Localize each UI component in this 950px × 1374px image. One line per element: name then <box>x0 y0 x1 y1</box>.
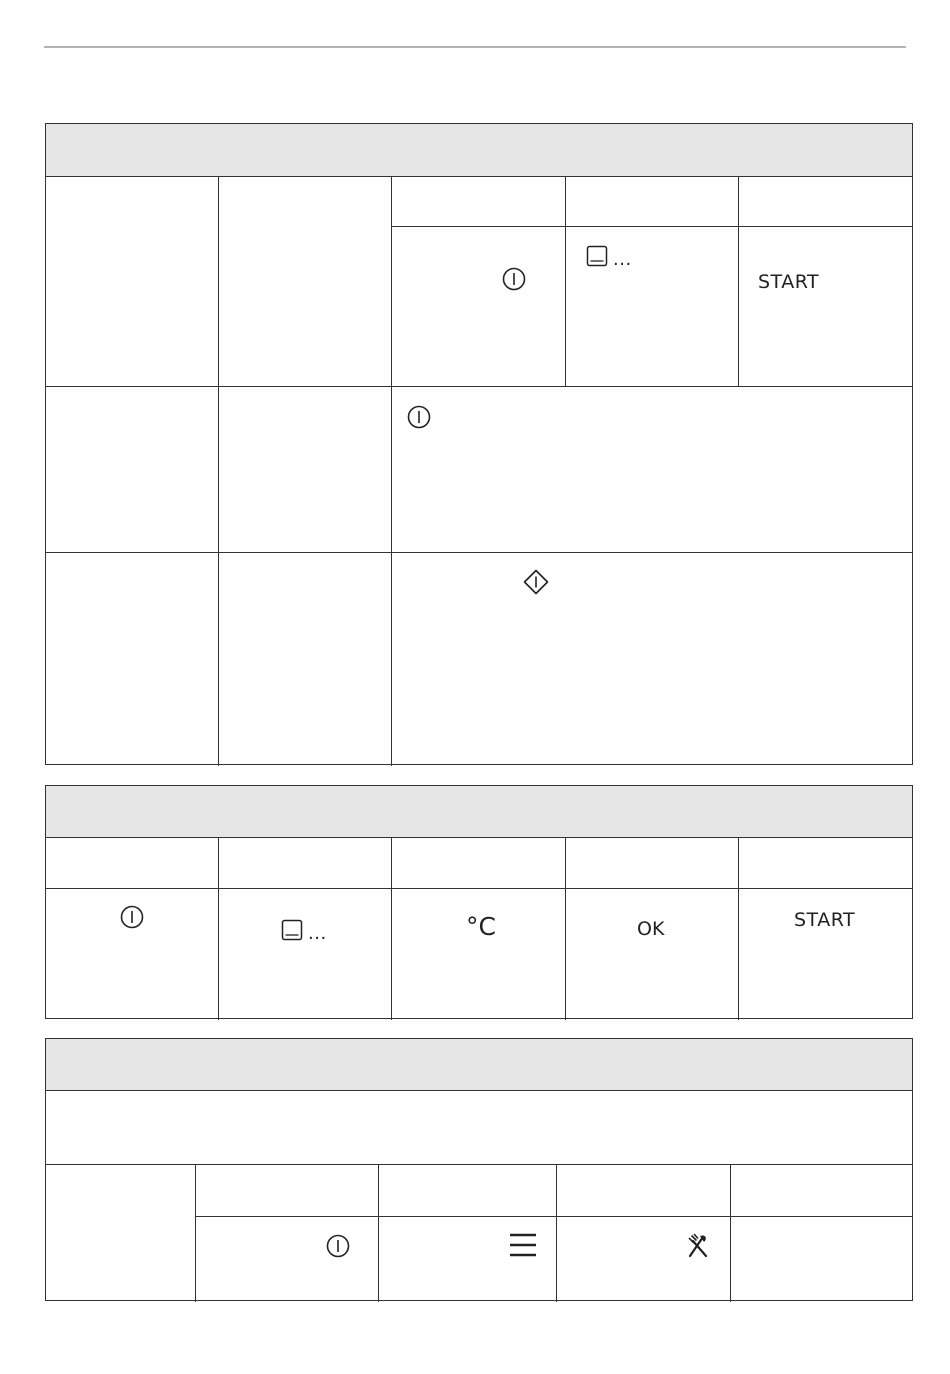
table-1-col-divider <box>565 177 566 386</box>
table-3-col-divider <box>378 1165 379 1302</box>
start-label: START <box>794 909 856 931</box>
menu-icon <box>509 1232 537 1258</box>
table-1-col-divider <box>218 177 219 766</box>
start-diamond-icon <box>523 569 549 595</box>
cutlery-icon <box>686 1233 710 1259</box>
table-1-header <box>46 124 912 177</box>
table-1-row-divider <box>392 226 913 227</box>
table-1-col-divider <box>391 177 392 766</box>
table-2-col-divider <box>218 838 219 1020</box>
table-3-header <box>46 1039 912 1091</box>
power-icon <box>326 1234 350 1258</box>
table-3-col-divider <box>730 1165 731 1302</box>
table-3-col-divider <box>195 1165 196 1302</box>
power-icon <box>120 905 144 929</box>
table-1-row-divider <box>46 386 913 387</box>
table-2-col-divider <box>391 838 392 1020</box>
table-3-row-divider <box>46 1164 913 1165</box>
start-label: START <box>758 271 820 293</box>
power-icon <box>407 405 431 429</box>
top-rule <box>44 46 906 48</box>
temperature-label: °C <box>466 912 496 941</box>
oven-function-icon <box>281 919 303 941</box>
table-1-row-divider <box>46 552 913 553</box>
table-3-row-divider <box>196 1216 913 1217</box>
table-2-col-divider <box>738 838 739 1020</box>
ok-label: OK <box>637 918 665 940</box>
oven-function-ellipsis: ... <box>613 249 632 270</box>
table-2-row-divider <box>46 888 913 889</box>
table-3 <box>45 1038 913 1301</box>
table-3-col-divider <box>556 1165 557 1302</box>
power-icon <box>502 267 526 291</box>
oven-function-ellipsis: ... <box>308 923 327 944</box>
oven-function-icon <box>586 245 608 267</box>
table-1 <box>45 123 913 765</box>
table-2 <box>45 785 913 1019</box>
table-1-col-divider <box>738 177 739 386</box>
table-2-col-divider <box>565 838 566 1020</box>
table-2-header <box>46 786 912 838</box>
